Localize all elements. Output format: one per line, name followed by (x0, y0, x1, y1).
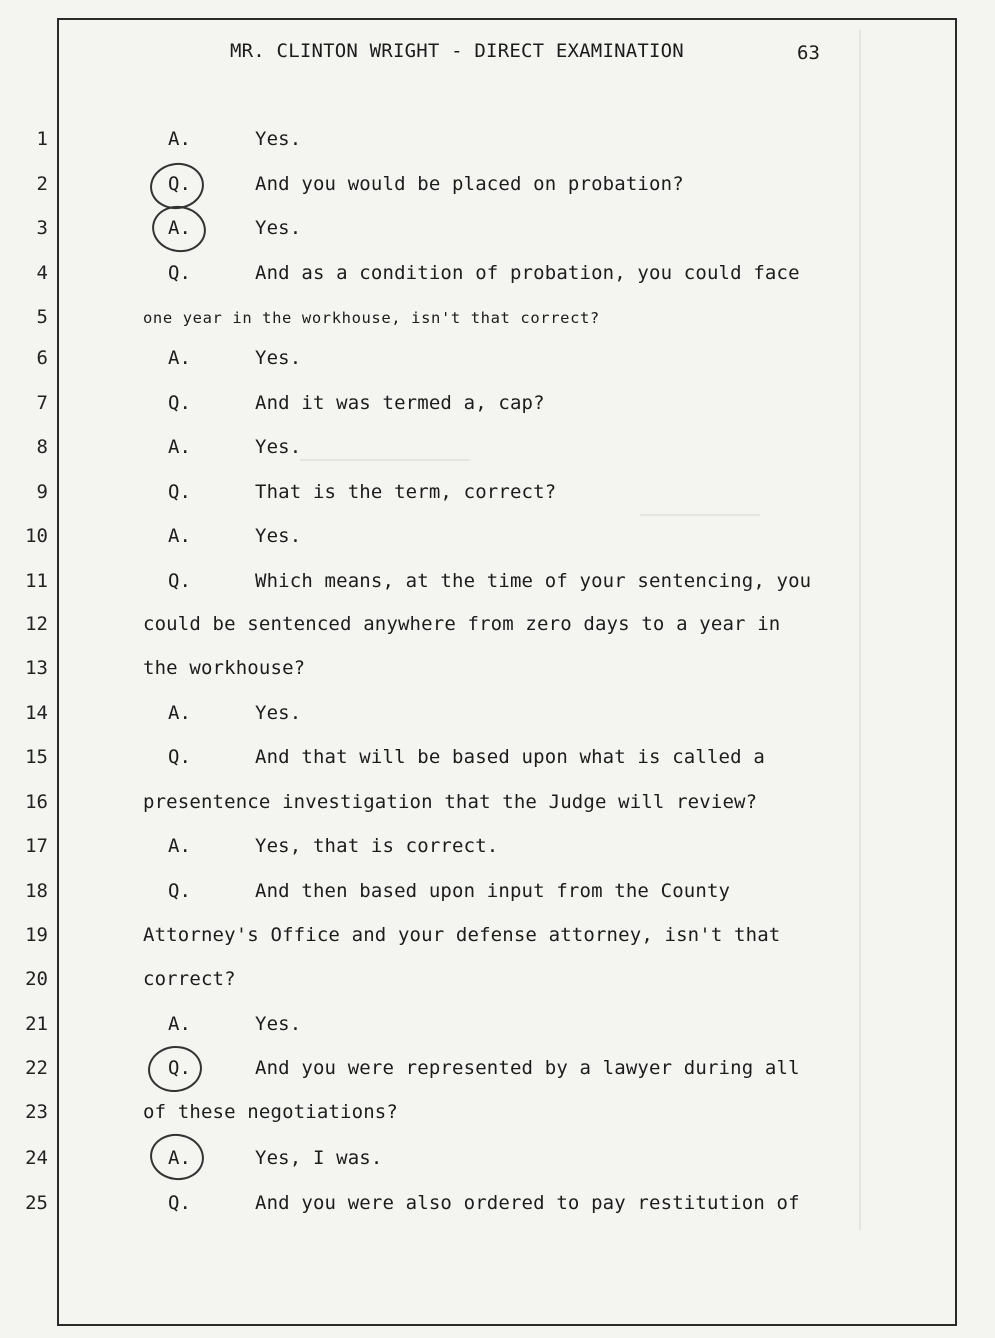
line-text: Yes. (255, 347, 302, 369)
line-number: 22 (25, 1057, 48, 1079)
transcript-line (0, 347, 995, 377)
transcript-line (0, 924, 995, 954)
transcript-line (0, 481, 995, 511)
line-text: Yes. (255, 525, 302, 547)
line-number: 6 (36, 347, 48, 369)
transcript-line (0, 880, 995, 910)
line-number: 3 (36, 217, 48, 239)
transcript-line (0, 1192, 995, 1222)
line-text: That is the term, correct? (255, 481, 557, 503)
line-text: Yes, that is correct. (255, 835, 499, 857)
line-number: 8 (36, 436, 48, 458)
speaker-label: A. (168, 436, 191, 458)
speaker-label: Q. (168, 1192, 191, 1214)
line-text: correct? (143, 968, 236, 990)
transcript-line (0, 835, 995, 865)
line-text: one year in the workhouse, isn't that correct? (143, 309, 600, 327)
speaker-label: A. (168, 835, 191, 857)
line-number: 18 (25, 880, 48, 902)
transcript-line (0, 128, 995, 158)
line-text: Yes. (255, 217, 302, 239)
speaker-label: Q. (168, 1057, 191, 1079)
line-text: And you would be placed on probation? (255, 173, 684, 195)
transcript-line (0, 436, 995, 466)
line-text: could be sentenced anywhere from zero days to a year in (143, 613, 781, 635)
line-text: of these negotiations? (143, 1101, 398, 1123)
line-number: 19 (25, 924, 48, 946)
line-number: 12 (25, 613, 48, 635)
line-text: And you were also ordered to pay restitution of (255, 1192, 800, 1214)
line-number: 9 (36, 481, 48, 503)
line-number: 14 (25, 702, 48, 724)
transcript-line (0, 570, 995, 600)
line-text: Yes. (255, 1013, 302, 1035)
line-number: 20 (25, 968, 48, 990)
line-number: 15 (25, 746, 48, 768)
line-number: 7 (36, 392, 48, 414)
line-number: 16 (25, 791, 48, 813)
transcript-line (0, 525, 995, 555)
line-text: And it was termed a, cap? (255, 392, 545, 414)
speaker-label: Q. (168, 392, 191, 414)
speaker-label: A. (168, 217, 191, 239)
transcript-line (0, 262, 995, 292)
speaker-label: Q. (168, 173, 191, 195)
line-text: Attorney's Office and your defense attorney, isn't that (143, 924, 781, 946)
line-text: And as a condition of probation, you could face (255, 262, 800, 284)
page-header-title: MR. CLINTON WRIGHT - DIRECT EXAMINATION (230, 40, 684, 62)
line-number: 1 (36, 128, 48, 150)
transcript-line (0, 1101, 995, 1131)
speaker-label: A. (168, 1147, 191, 1169)
line-number: 25 (25, 1192, 48, 1214)
line-number: 4 (36, 262, 48, 284)
line-text: Yes. (255, 702, 302, 724)
page-number: 63 (797, 42, 820, 64)
speaker-label: Q. (168, 746, 191, 768)
transcript-line (0, 657, 995, 687)
speaker-label: Q. (168, 880, 191, 902)
speaker-label: Q. (168, 570, 191, 592)
transcript-line (0, 702, 995, 732)
line-text: Yes. (255, 128, 302, 150)
transcript-line (0, 613, 995, 643)
line-text: the workhouse? (143, 657, 306, 679)
transcript-line (0, 392, 995, 422)
transcript-line (0, 791, 995, 821)
transcript-line (0, 306, 995, 336)
speaker-label: A. (168, 128, 191, 150)
transcript-line (0, 968, 995, 998)
line-text: And that will be based upon what is called a (255, 746, 765, 768)
line-number: 23 (25, 1101, 48, 1123)
transcript-line (0, 1147, 995, 1177)
line-text: Yes. (255, 436, 302, 458)
line-text: And you were represented by a lawyer during all (255, 1057, 800, 1079)
speaker-label: A. (168, 1013, 191, 1035)
line-number: 11 (25, 570, 48, 592)
line-number: 21 (25, 1013, 48, 1035)
line-text: presentence investigation that the Judge will review? (143, 791, 758, 813)
line-number: 24 (25, 1147, 48, 1169)
line-number: 13 (25, 657, 48, 679)
line-number: 5 (36, 306, 48, 328)
line-text: Yes, I was. (255, 1147, 383, 1169)
speaker-label: A. (168, 525, 191, 547)
line-number: 10 (25, 525, 48, 547)
speaker-label: Q. (168, 262, 191, 284)
transcript-line (0, 217, 995, 247)
line-number: 17 (25, 835, 48, 857)
line-text: Which means, at the time of your sentencing, you (255, 570, 812, 592)
transcript-line (0, 746, 995, 776)
speaker-label: A. (168, 347, 191, 369)
speaker-label: A. (168, 702, 191, 724)
transcript-line (0, 1013, 995, 1043)
speaker-label: Q. (168, 481, 191, 503)
line-number: 2 (36, 173, 48, 195)
line-text: And then based upon input from the County (255, 880, 731, 902)
